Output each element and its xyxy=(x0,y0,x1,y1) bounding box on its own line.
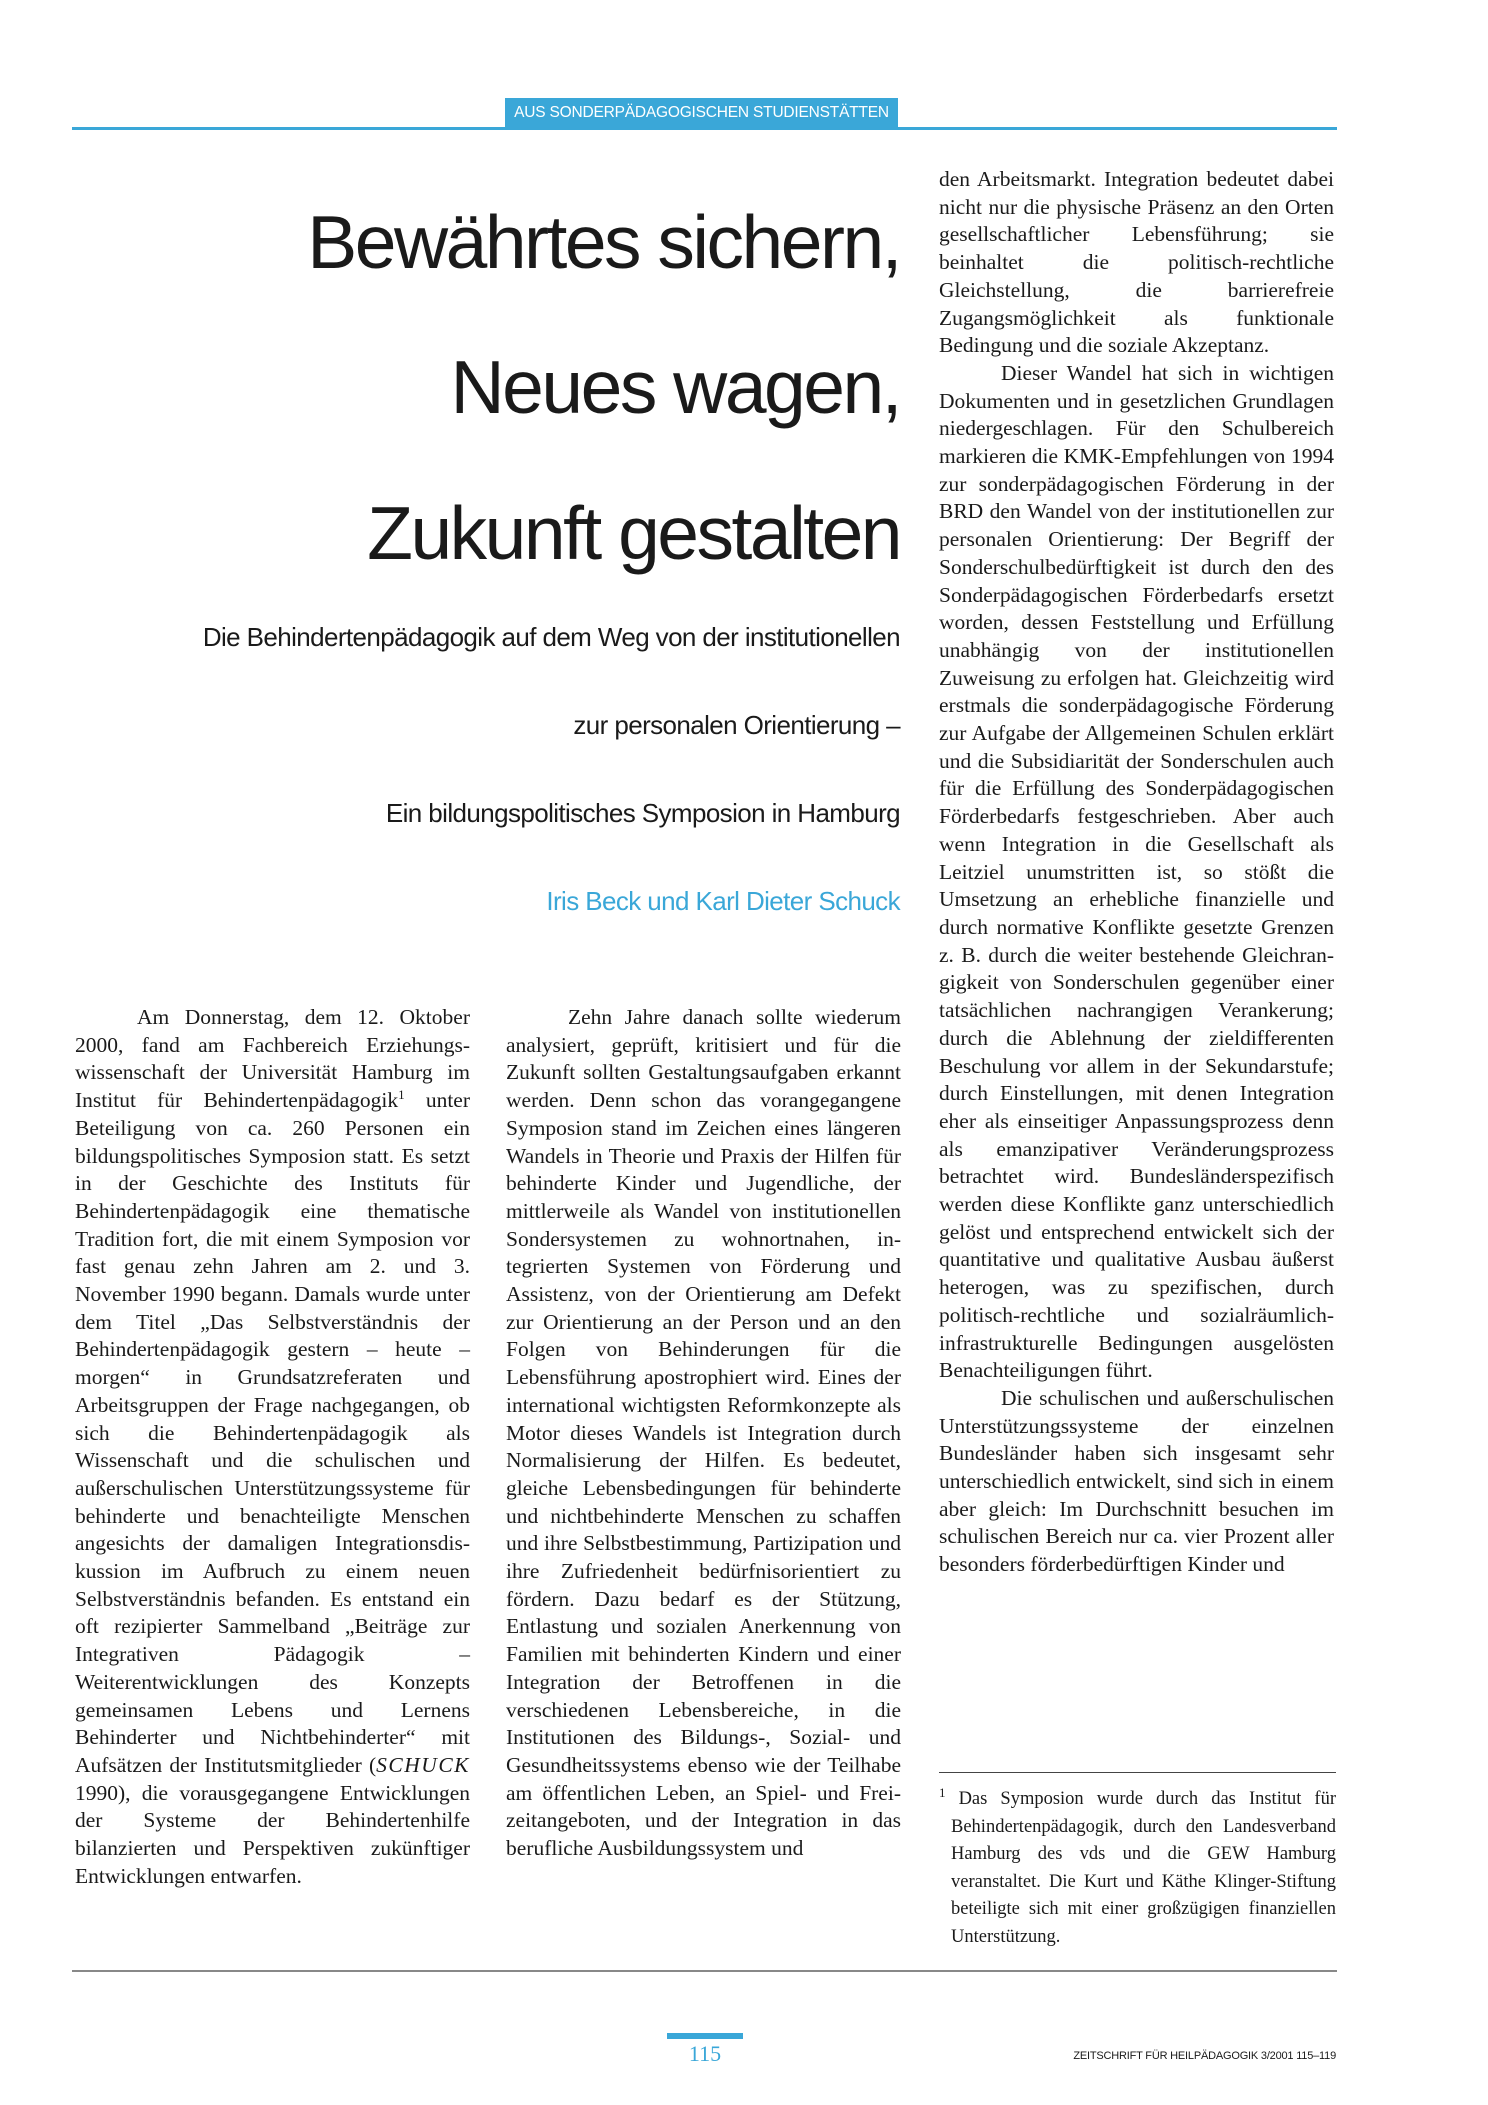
section-rubric: AUS SONDERPÄDAGOGISCHEN STUDIENSTÄTTEN xyxy=(505,98,898,128)
paragraph-text: 1990), die vorausgegangene Entwicklungen der Systeme der Behindertenhilfe bilanzierten und Perspektiven zukünftiger Entwicklungen entwarfen. xyxy=(75,1780,470,1888)
body-column-3 xyxy=(939,166,1334,1579)
citation-author: SCHUCK xyxy=(376,1752,470,1777)
paragraph: den Arbeitsmarkt. Integration bedeutet dabei nicht nur die physische Präsenz an den Orten gesellschaftlicher Lebensführung; sie beinhaltet die politisch-rechtliche Gleichstellung, die barrierefreie Zugangsmöglichkeit als funktionale Bedingung und die soziale Akzeptanz. xyxy=(939,167,1334,358)
title-line-1: Bewährtes sichern, xyxy=(307,200,900,284)
page-number-bar xyxy=(667,2033,743,2039)
subtitle-line-1: Die Behindertenpädagogik auf dem Weg von der institutionellen xyxy=(202,622,900,652)
body-column-2 xyxy=(506,1004,901,1863)
subtitle-line-2: zur personalen Orientierung – xyxy=(573,710,900,740)
paragraph-text: unter Beteiligung von ca. 260 Personen ein bildungspolitisches Symposion statt. Es setzt in der Geschichte des Instituts für Behindertenpädagogik eine thematische Tradition fort, die mit einem Symposion vor fast genau zehn Jahren am 2. und 3. November 1990 begann. Damals wurde unter dem Titel „Das Selbstverständnis der Behindertenpädagogik gestern – heute – morgen“ in Grundsatzreferaten und Arbeitsgruppen der Frage nachgegangen, ob sich die Behindertenpädagogik als Wissenschaft und die schulischen und außerschulischen Unterstützungssysteme für behinderte und benachteiligte Menschen angesichts der damaligen Integrationsdiskussion im Aufbruch zu einem neuen Selbstverständnis befanden. Es entstand ein oft rezipierter Sammelband „Beiträge zur Integrativen Pädagogik – Weiterentwicklungen des Konzepts gemeinsamen Lebens und Lernens Behinderter und Nichtbehinderter“ mit Aufsätzen der Institutsmitglieder ( xyxy=(75,1088,470,1777)
footnote-reference: 1 xyxy=(398,1086,405,1102)
page-number: 115 xyxy=(688,2041,722,2066)
footnote-marker: 1 xyxy=(939,1784,946,1800)
footnote-text: Das Symposion wurde durch das Institut für Behindertenpädagogik, durch den Landesverband Hamburg des vds und die GEW Hamburg veranstaltet. Die Kurt und Käthe Klinger-Stiftung beteiligte sich mit einer großzügigen finanziellen Unterstützung. xyxy=(945,1789,1336,1947)
header-rule xyxy=(72,127,1337,130)
footer-rule xyxy=(72,1970,1337,1972)
footnote-rule xyxy=(939,1772,1336,1773)
title-line-3: Zukunft gestalten xyxy=(367,491,900,575)
footnote xyxy=(939,1786,1336,1952)
body-column-1 xyxy=(75,1004,470,1891)
footnote-paragraph xyxy=(939,1786,1336,1952)
title-line-2: Neues wagen, xyxy=(450,345,900,429)
paragraph: Zehn Jahre danach sollte wiederum analysiert, geprüft, kritisiert und für die Zukunft sollten Gestaltungsaufgaben erkannt werden. Denn schon das vorangegangene Symposion stand im Zeichen eines längeren Wandels in Theorie und Praxis der Hilfen für behinderte Kinder und Jugendliche, der mittlerweile als Wandel von institutionellen Sondersystemen zu wohnortnahen, integrierten Systemen von Förderung und Assistenz, von der Orientierung am Defekt zur Orientierung an der Person und an den Folgen von Behinderungen für die Lebensführung apostrophiert wird. Eines der international wichtigsten Reformkonzepte als Motor dieses Wandels ist Integration durch Normalisierung der Hilfen. Es bedeutet, gleiche Lebensbedingungen für behinderte und nichtbehinderte Menschen zu schaffen und ihre Selbstbestimmung, Partizipation und ihre Zufriedenheit bedürfnisorientiert zu fördern. Dazu bedarf es der Stützung, Entlastung und sozialen Anerkennung von Familien mit behinderten Kindern und einer Integration der Betroffenen in die verschiedenen Lebensbereiche, in die Institutionen des Bildungs-, Sozial- und Gesundheitssystems ebenso wie der Teilhabe am öffentlichen Leben, an Spiel- und Freizeitangeboten, und der Integration in das berufliche Ausbildungssystem und xyxy=(506,1005,901,1861)
authors-byline: Iris Beck und Karl Dieter Schuck xyxy=(546,886,900,916)
journal-reference: ZEITSCHRIFT FÜR HEILPÄDAGOGIK 3/2001 115–119 xyxy=(1073,2050,1336,2062)
paragraph xyxy=(75,1004,470,1891)
paragraph: Dieser Wandel hat sich in wichtigen Dokumenten und in gesetzlichen Grundlagen niedergeschlagen. Für den Schulbereich markieren die KMK-Empfehlungen von 1994 zur sonderpädagogischen Förderung in der BRD den Wandel von der institutionellen zur personalen Orientierung: Der Begriff der Sonderschulbedürftigkeit ist durch den des Sonderpädagogischen Förderbedarfs ersetzt worden, dessen Feststellung und Erfüllung unabhängig von der institutionellen Zuweisung zu erfolgen hat. Gleichzeitig wird erstmals die sonderpädagogische Förderung zur Aufgabe der Allgemeinen Schulen erklärt und die Subsidiarität der Sonderschulen auch für die Erfüllung des Sonderpädagogischen Förderbedarfs festgeschrieben. Aber auch wenn Integration in die Gesellschaft als Leitziel unumstritten ist, so stößt die Umsetzung an erhebliche finanzielle und durch normative Konflikte gesetzte Grenzen z. B. durch die weiter bestehende Gleichrangigkeit von Sonderschulen gegenüber einer tatsächlichen nachrangigen Verankerung; durch die Ablehnung der zieldifferenten Beschulung vor allem in der Sekundarstufe; durch Einstellungen, mit denen Integration eher als einseitiger Anpassungsprozess denn als emanzipativer Veränderungsprozess betrachtet wird. Bundesländerspezifisch werden diese Konflikte ganz unterschiedlich gelöst und entsprechend entwickelt sich der quantitative und qualitative Ausbau äußerst heterogen, was zu spezifischen, durch politisch-rechtliche und sozialräumlich-infrastrukturelle Bedingungen ausgelösten Benachteiligungen führt. xyxy=(939,360,1334,1383)
paragraph-text: Am Donnerstag, dem 12. Oktober 2000, fand am Fachbereich Erziehungswissenschaft der Universität Hamburg im Institut für Behindertenpädagogik xyxy=(75,1005,470,1113)
paragraph: Die schulischen und außerschulischen Unterstützungssysteme der einzelnen Bundesländer haben sich insgesamt sehr unterschiedlich entwickelt, sind sich in einem aber gleich: Im Durchschnitt besuchen im schulischen Bereich nur ca. vier Prozent aller besonders förderbedürftigen Kinder und xyxy=(939,1385,1334,1577)
subtitle-line-3: Ein bildungspolitisches Symposion in Hamburg xyxy=(385,798,900,828)
